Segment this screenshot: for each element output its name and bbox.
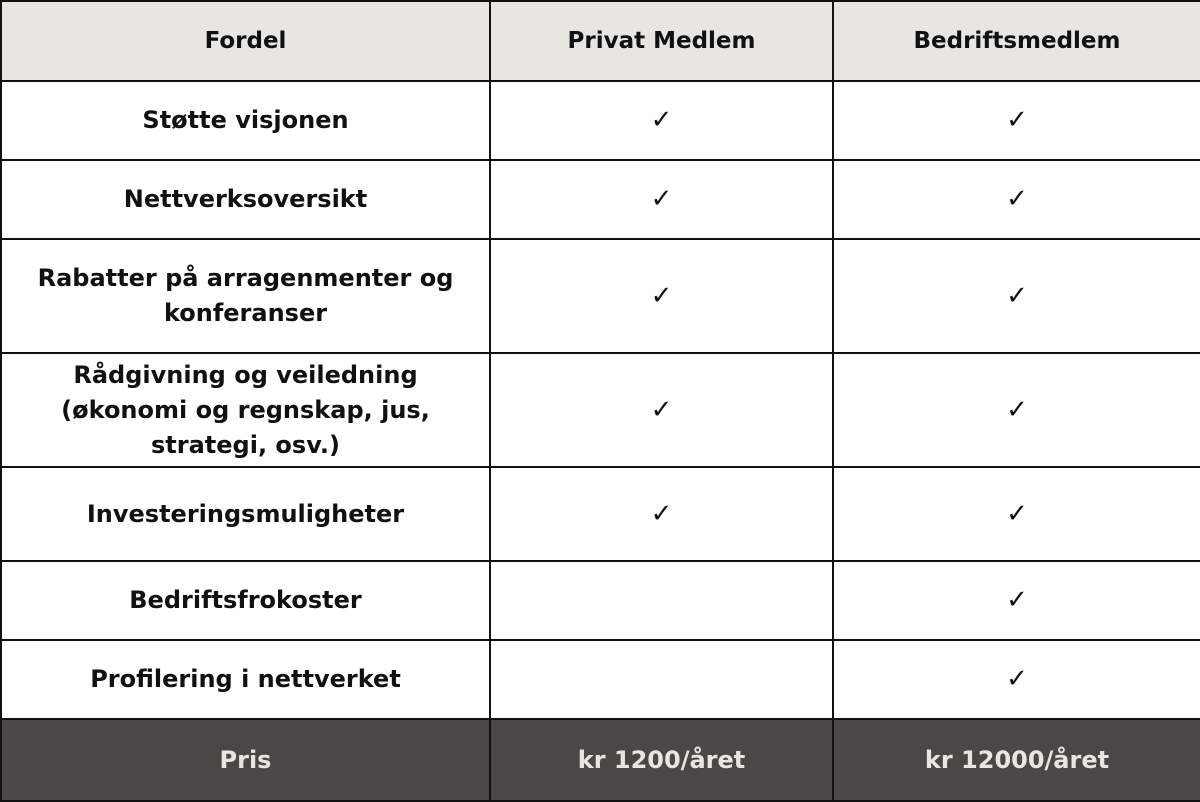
table-row	[1, 561, 1200, 640]
private-check-icon: ✓	[490, 81, 833, 160]
feature-label: Profilering i nettverket	[1, 640, 490, 719]
feature-label: Bedriftsfrokoster	[1, 561, 490, 640]
private-check-icon: ✓	[490, 160, 833, 239]
price-row	[1, 719, 1200, 801]
business-check-icon: ✓	[833, 353, 1200, 467]
private-check-cell	[490, 640, 833, 719]
business-check-icon: ✓	[833, 239, 1200, 353]
price-label: Pris	[1, 719, 490, 801]
header-business-member: Bedriftsmedlem	[833, 1, 1200, 81]
header-feature: Fordel	[1, 1, 490, 81]
feature-label: Investeringsmuligheter	[1, 467, 490, 561]
table-row	[1, 467, 1200, 561]
private-price: kr 1200/året	[490, 719, 833, 801]
private-check-cell	[490, 561, 833, 640]
business-check-icon: ✓	[833, 561, 1200, 640]
table-row	[1, 81, 1200, 160]
feature-label: Rabatter på arragenmenter og konferanser	[1, 239, 490, 353]
business-check-icon: ✓	[833, 640, 1200, 719]
business-check-icon: ✓	[833, 160, 1200, 239]
table-header	[1, 1, 1200, 81]
business-price: kr 12000/året	[833, 719, 1200, 801]
private-check-icon: ✓	[490, 239, 833, 353]
feature-label: Nettverksoversikt	[1, 160, 490, 239]
table-row	[1, 239, 1200, 353]
table-row	[1, 353, 1200, 467]
business-check-icon: ✓	[833, 81, 1200, 160]
table-footer	[1, 719, 1200, 801]
business-check-icon: ✓	[833, 467, 1200, 561]
header-private-member: Privat Medlem	[490, 1, 833, 81]
private-check-icon: ✓	[490, 353, 833, 467]
table-row	[1, 640, 1200, 719]
header-row	[1, 1, 1200, 81]
table-row	[1, 160, 1200, 239]
feature-label: Rådgivning og veiledning (økonomi og regnskap, jus, strategi, osv.)	[1, 353, 490, 467]
table-body	[1, 81, 1200, 719]
private-check-icon: ✓	[490, 467, 833, 561]
feature-label: Støtte visjonen	[1, 81, 490, 160]
